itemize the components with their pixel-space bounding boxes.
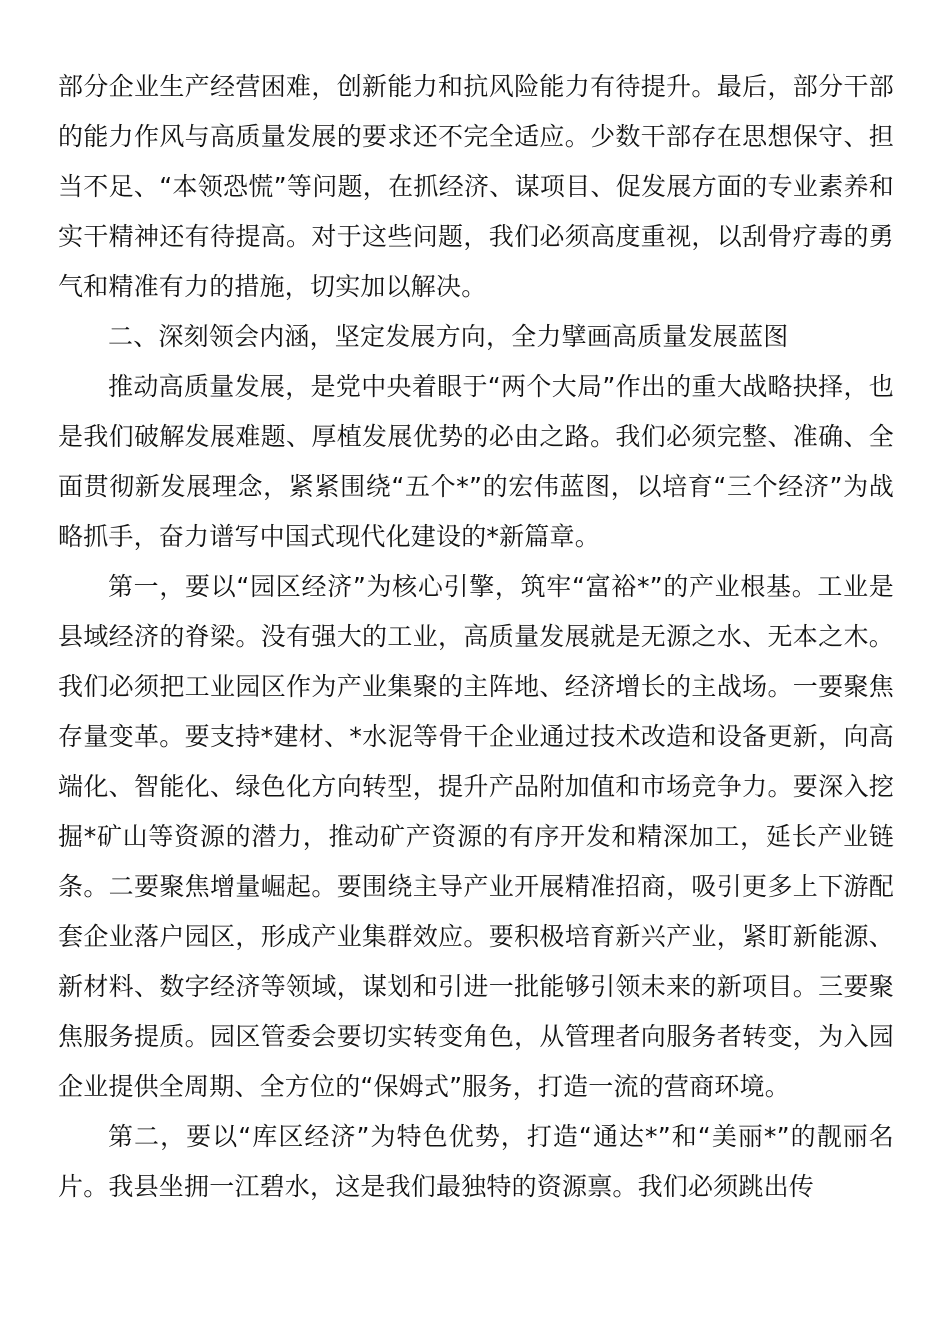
paragraph-intro: 推动高质量发展，是党中央着眼于“两个大局”作出的重大战略抉择，也是我们破解发展难题、厚植发展优势的必由之路。我们必须完整、准确、全面贯彻新发展理念，紧紧围绕“五个*”的宏伟蓝图，以培育“三个经济”为战略抓手，奋力谱写中国式现代化建设的*新篇章。: [58, 372, 894, 551]
document-page: [58, 62, 894, 1212]
paragraph-reservoir-economy: 第二，要以“库区经济”为特色优势，打造“通达*”和“美丽*”的靓丽名片。我县坐拥一江碧水，这是我们最独特的资源禀。我们必须跳出传: [58, 1122, 894, 1201]
paragraph-continuation: 部分企业生产经营困难，创新能力和抗风险能力有待提升。最后，部分干部的能力作风与高质量发展的要求还不完全适应。少数干部存在思想保守、担当不足、“本领恐慌”等问题，在抓经济、谋项目、促发展方面的专业素养和实干精神还有待提高。对于这些问题，我们必须高度重视，以刮骨疗毒的勇气和精准有力的措施，切实加以解决。: [58, 72, 894, 301]
section-heading: 二、深刻领会内涵，坚定发展方向，全力擘画高质量发展蓝图: [108, 322, 789, 351]
paragraph-park-economy: 第一，要以“园区经济”为核心引擎，筑牢“富裕*”的产业根基。工业是县域经济的脊梁。没有强大的工业，高质量发展就是无源之水、无本之木。我们必须把工业园区作为产业集聚的主阵地、经济增长的主战场。一要聚焦存量变革。要支持*建材、*水泥等骨干企业通过技术改造和设备更新，向高端化、智能化、绿色化方向转型，提升产品附加值和市场竞争力。要深入挖掘*矿山等资源的潜力，推动矿产资源的有序开发和精深加工，延长产业链条。二要聚焦增量崛起。要围绕主导产业开展精准招商，吸引更多上下游配套企业落户园区，形成产业集群效应。要积极培育新兴产业，紧盯新能源、新材料、数字经济等领域，谋划和引进一批能够引领未来的新项目。三要聚焦服务提质。园区管委会要切实转变角色，从管理者向服务者转变，为入园企业提供全周期、全方位的“保姆式”服务，打造一流的营商环境。: [58, 572, 894, 1101]
